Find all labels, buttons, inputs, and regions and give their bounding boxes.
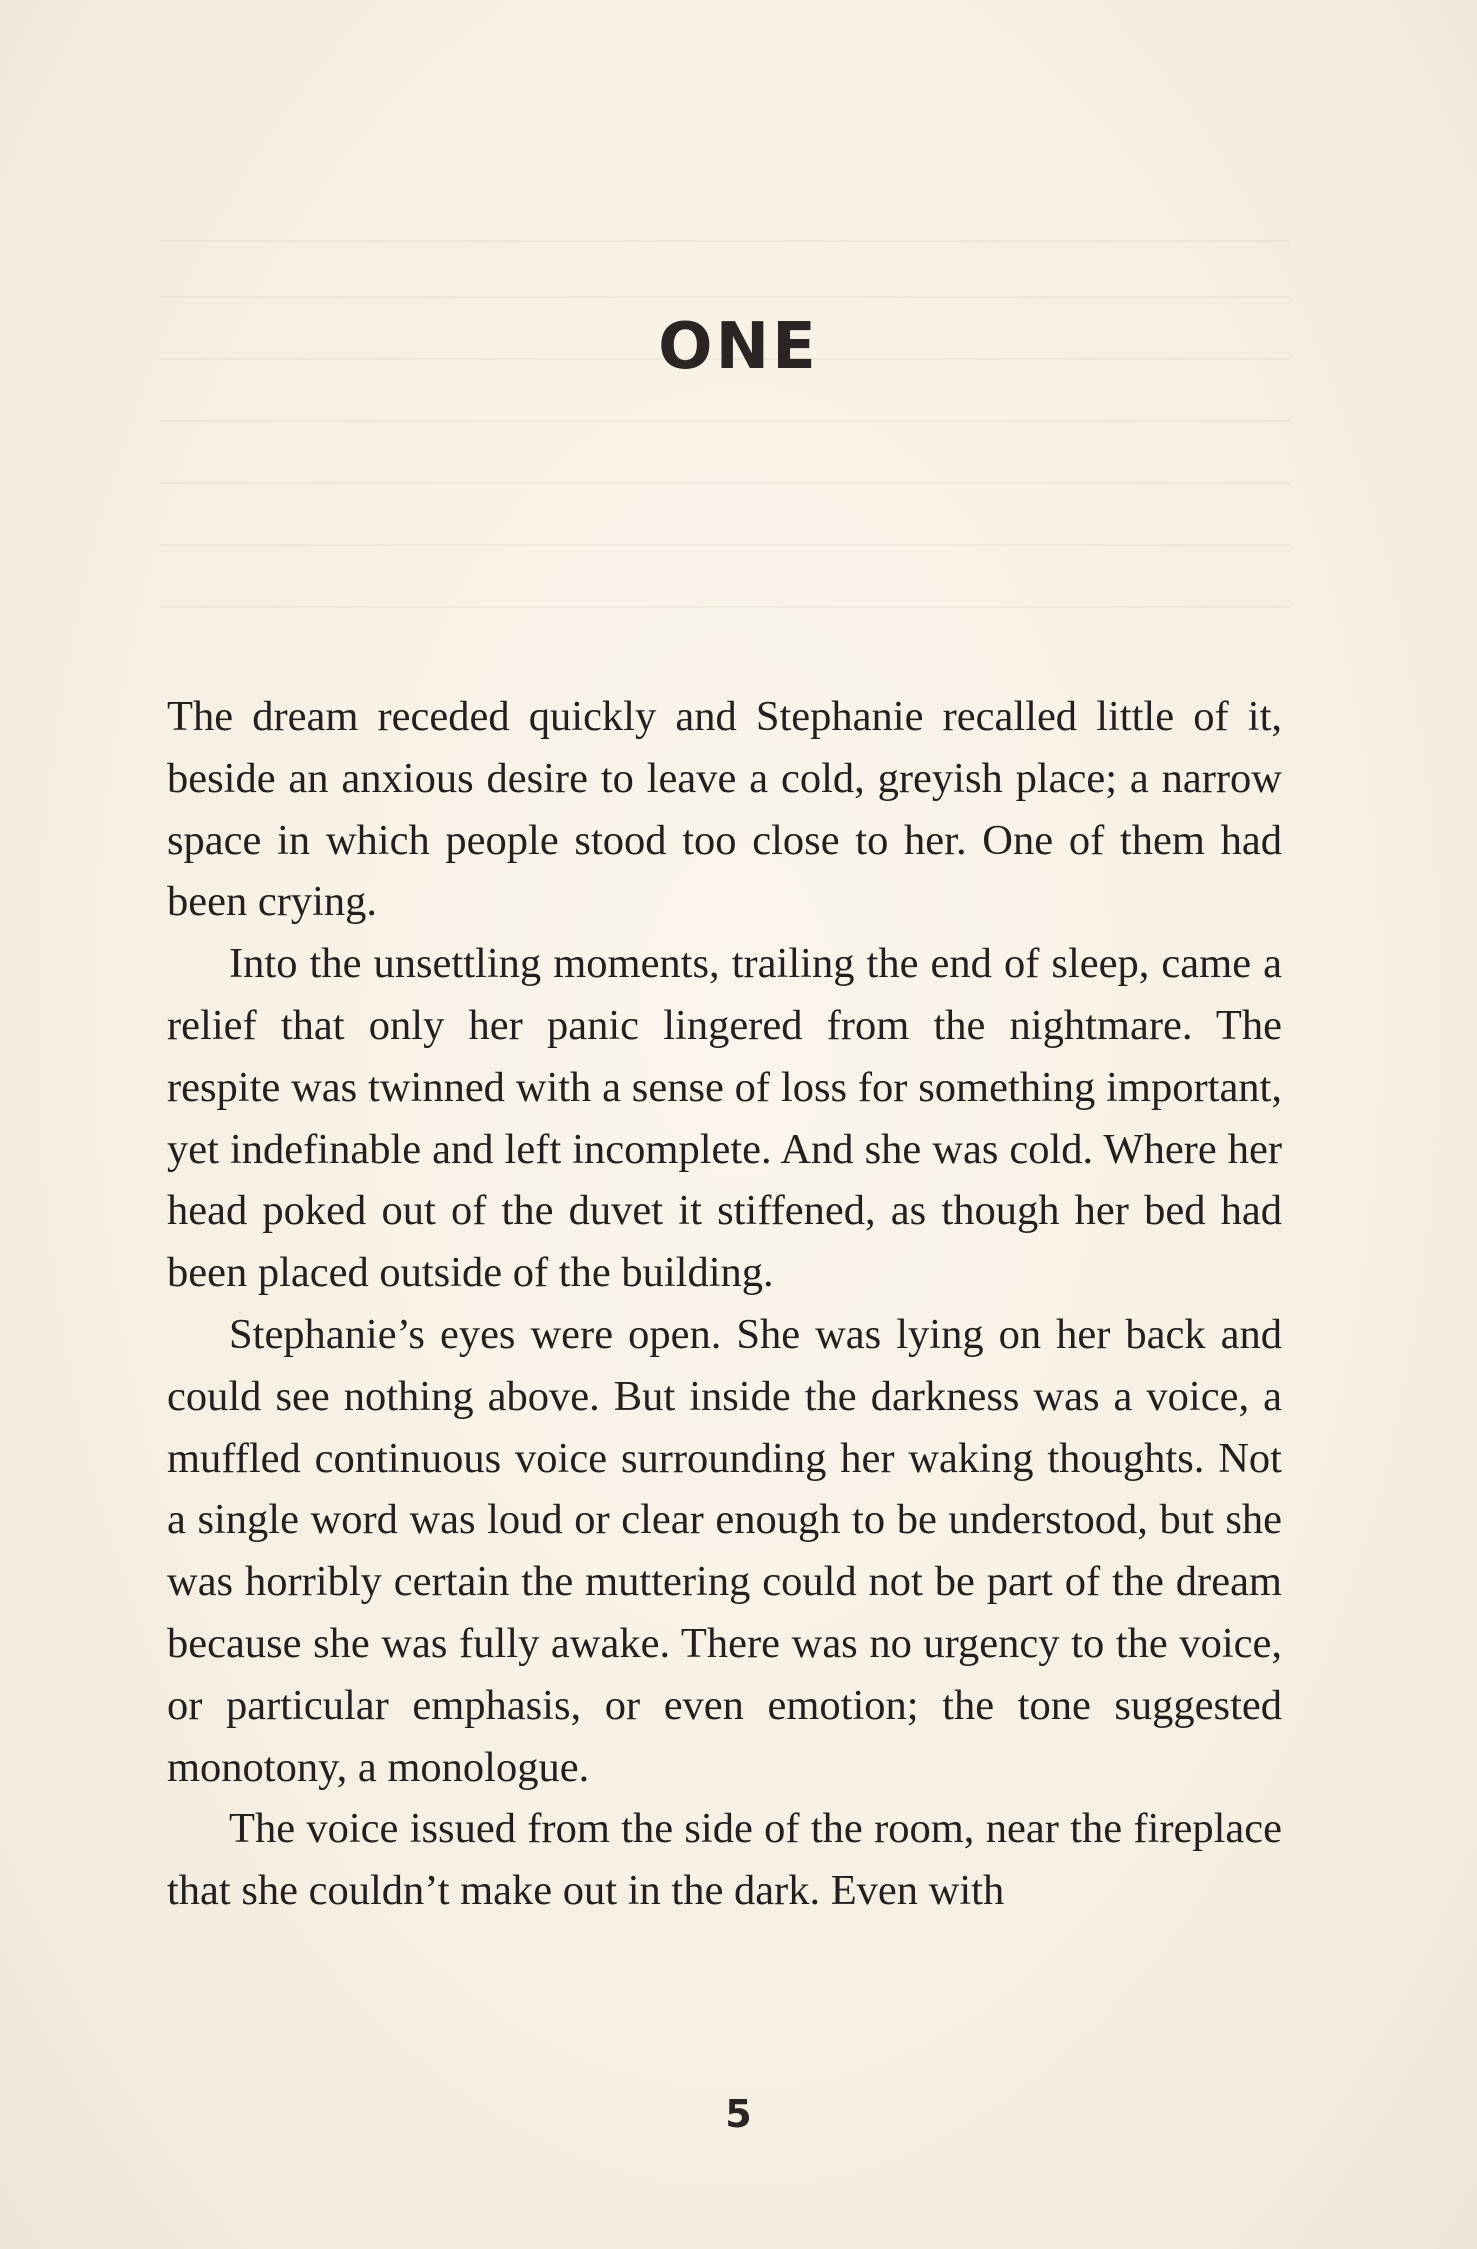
- chapter-body: [167, 686, 1282, 1922]
- show-through-line: [160, 240, 1290, 242]
- page-number: 5: [725, 2092, 752, 2136]
- show-through-line: [160, 420, 1290, 422]
- show-through-line: [160, 482, 1290, 484]
- show-through-line: [160, 544, 1290, 546]
- paragraph: Stephanie’s eyes were open. She was lying on her back and could see nothing above. But inside the darkness was a voice, a muffled continuous voice surrounding her waking thoughts. Not a single word was loud or clear enough to be understood, but she was horribly certain the muttering could not be part of the dream because she was fully awake. There was no urgency to the voice, or particular emphasis, or even emotion; the tone suggested monotony, a monologue.: [167, 1310, 1282, 1791]
- paragraph: Into the unsettling moments, trailing the end of sleep, came a relief that only her panic lingered from the nightmare. The respite was twinned with a sense of loss for something important, yet indefinable and left incomplete. And she was cold. Where her head poked out of the duvet it stiffened, as though her bed had been placed outside of the building.: [167, 940, 1282, 1297]
- show-through-line: [160, 606, 1290, 608]
- show-through-line: [160, 296, 1290, 298]
- paragraph: The voice issued from the side of the room, near the fireplace that she couldn’t make out in the dark. Even with: [167, 1805, 1282, 1915]
- chapter-title: ONE: [658, 310, 819, 384]
- paragraph: The dream receded quickly and Stephanie recalled little of it, beside an anxious desire to leave a cold, greyish place; a narrow space in which people stood too close to her. One of them had been crying.: [167, 693, 1282, 926]
